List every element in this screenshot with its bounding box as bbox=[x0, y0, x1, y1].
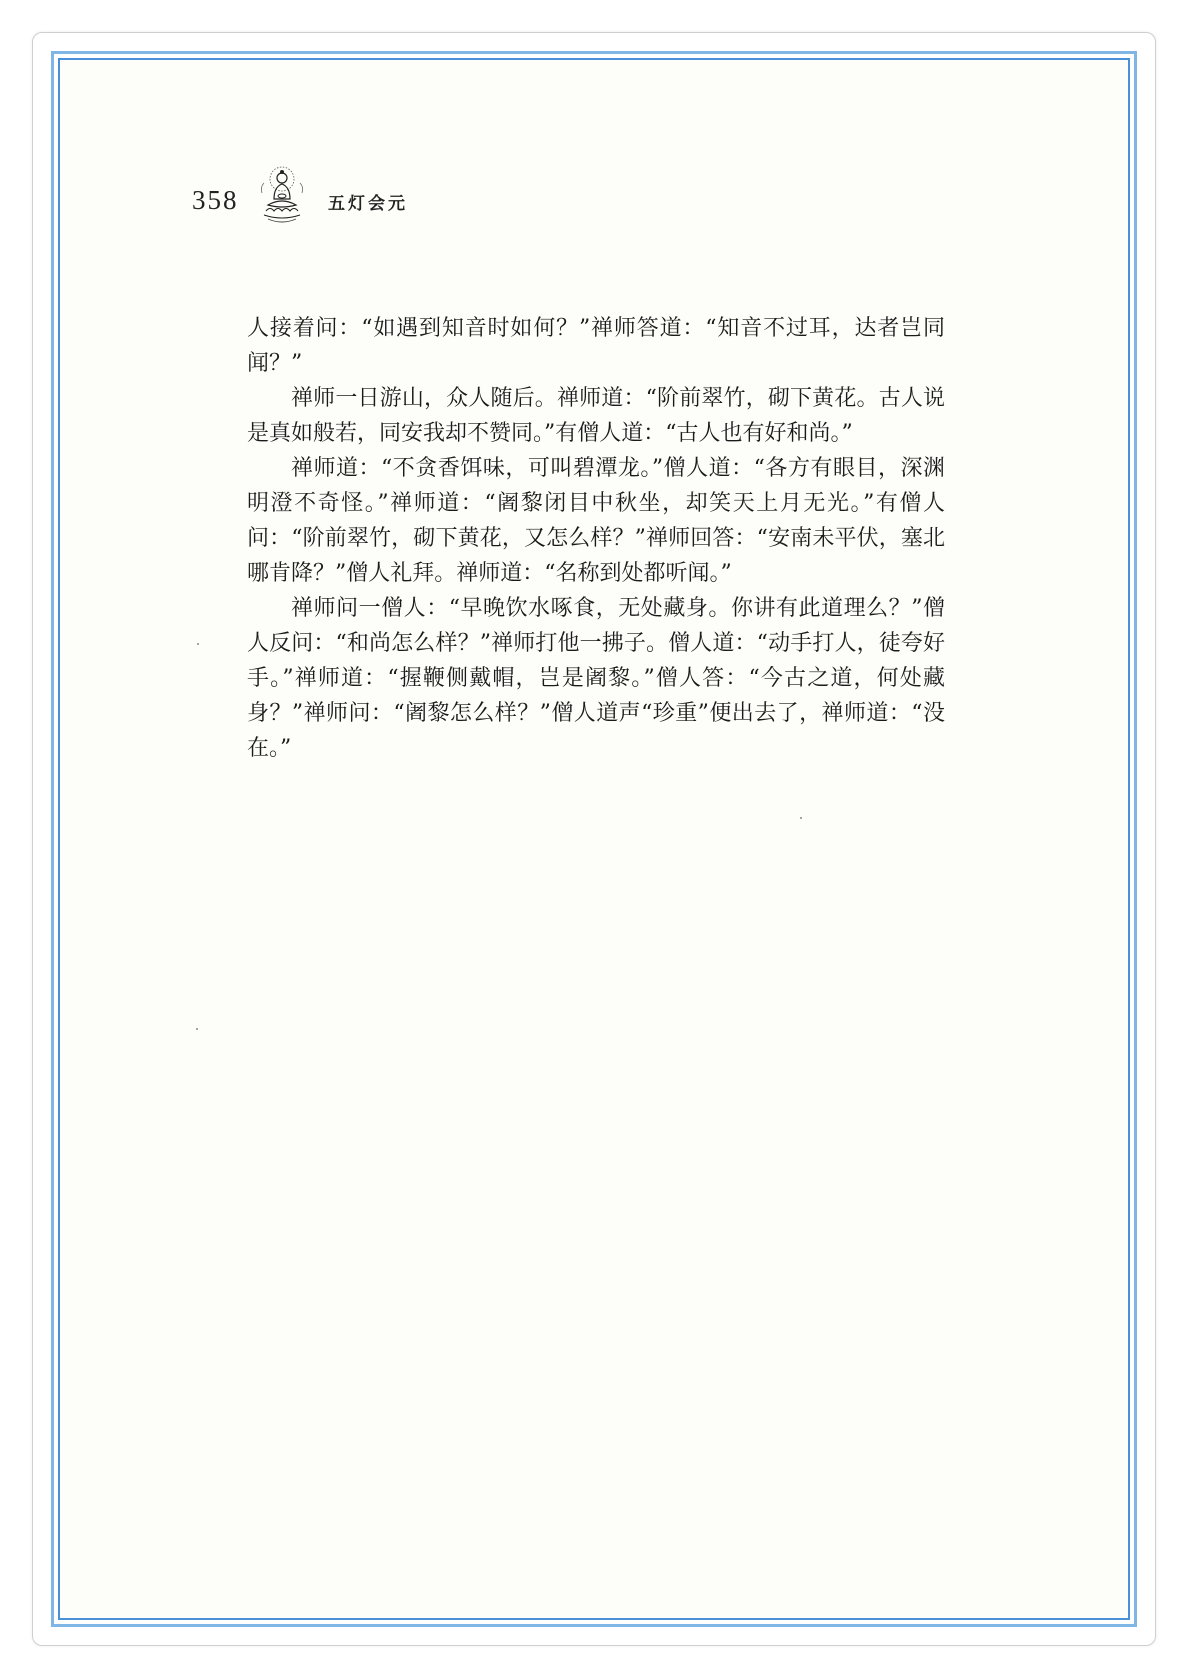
book-title: 五灯会元 bbox=[328, 194, 408, 214]
paragraph: 禅师一日游山，众人随后。禅师道：“阶前翠竹，砌下黄花。古人说是真如般若，同安我却不赞同。”有僧人道：“古人也有好和尚。” bbox=[247, 386, 945, 446]
paragraph: 禅师道：“不贪香饵味，可叫碧潭龙。”僧人道：“各方有眼目，深渊明澄不奇怪。”禅师道：“阇黎闭目中秋坐，却笑天上月无光。”有僧人问：“阶前翠竹，砌下黄花，又怎么样？”禅师回答：“安南未平伏，塞北哪肯降？”僧人礼拜。禅师道：“名称到处都听闻。” bbox=[247, 456, 945, 586]
body-text bbox=[247, 311, 945, 766]
seated-buddha-icon bbox=[258, 163, 306, 227]
scan-speck bbox=[197, 643, 199, 645]
running-header bbox=[192, 163, 592, 229]
paragraph: 禅师问一僧人：“早晚饮水啄食，无处藏身。你讲有此道理么？”僧人反问：“和尚怎么样？”禅师打他一拂子。僧人道：“动手打人，徒夸好手。”禅师道：“握鞭侧戴帽，岂是阇黎。”僧人答：“今古之道，何处藏身？”禅师问：“阇黎怎么样？”僧人道声“珍重”便出去了，禅师道：“没在。” bbox=[247, 596, 945, 761]
paragraph: 人接着问：“如遇到知音时如何？”禅师答道：“知音不过耳，达者岂同闻？” bbox=[247, 316, 945, 376]
page-number: 358 bbox=[192, 185, 239, 215]
page-paper bbox=[58, 58, 1130, 1620]
scan-speck bbox=[800, 817, 802, 819]
scan-speck bbox=[196, 1028, 198, 1030]
